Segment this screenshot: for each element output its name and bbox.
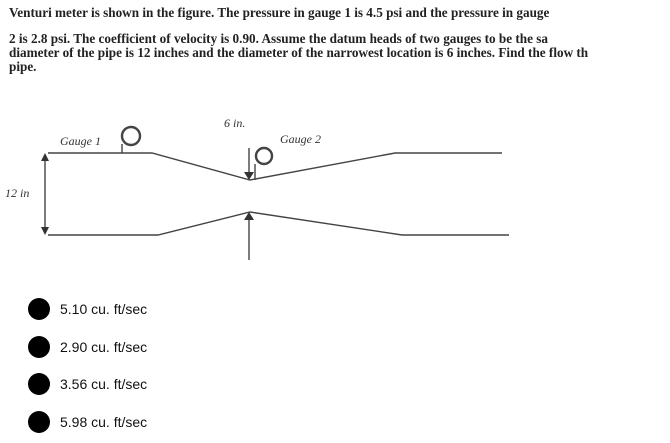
question-line-1: Venturi meter is shown in the figure. The pressure in gauge 1 is 4.5 psi and the pressure in gauge bbox=[9, 6, 550, 20]
gauge-1-icon bbox=[122, 127, 140, 145]
radio-icon[interactable] bbox=[28, 411, 50, 433]
upper-pipe-wall bbox=[48, 153, 502, 180]
pipe-diameter-label: 12 in bbox=[5, 186, 30, 200]
option-label: 5.98 cu. ft/sec bbox=[60, 413, 148, 430]
gauge-2-icon bbox=[256, 148, 272, 164]
throat-label: 6 in. bbox=[224, 116, 246, 130]
option-label: 2.90 cu. ft/sec bbox=[60, 338, 148, 355]
option-label: 3.56 cu. ft/sec bbox=[60, 376, 148, 393]
question-line-2: 2 is 2.8 psi. The coefficient of velocity is 0.90. Assume the datum heads of two gauges to be the sa bbox=[9, 31, 548, 46]
lower-pipe-wall bbox=[48, 212, 509, 235]
option-3[interactable] bbox=[28, 365, 147, 403]
question-line-4: pipe. bbox=[9, 59, 37, 74]
gauge-2-label: Gauge 2 bbox=[280, 132, 321, 146]
radio-icon[interactable] bbox=[28, 373, 50, 395]
answer-options bbox=[28, 290, 147, 441]
radio-icon[interactable] bbox=[28, 298, 50, 320]
option-4[interactable] bbox=[28, 403, 147, 441]
option-label: 5.10 cu. ft/sec bbox=[60, 300, 148, 317]
option-1[interactable] bbox=[28, 290, 147, 328]
radio-icon[interactable] bbox=[28, 336, 50, 358]
pipe-dim-bottom-arrowhead bbox=[41, 227, 49, 235]
pipe-dim-top-arrowhead bbox=[41, 153, 49, 161]
question-text bbox=[9, 6, 669, 74]
gauge-1-label: Gauge 1 bbox=[60, 134, 101, 148]
option-2[interactable] bbox=[28, 328, 147, 366]
question-line-3: diameter of the pipe is 12 inches and the diameter of the narrowest location is 6 inches. Find the flow th bbox=[9, 45, 589, 60]
venturi-meter-figure bbox=[0, 110, 670, 270]
